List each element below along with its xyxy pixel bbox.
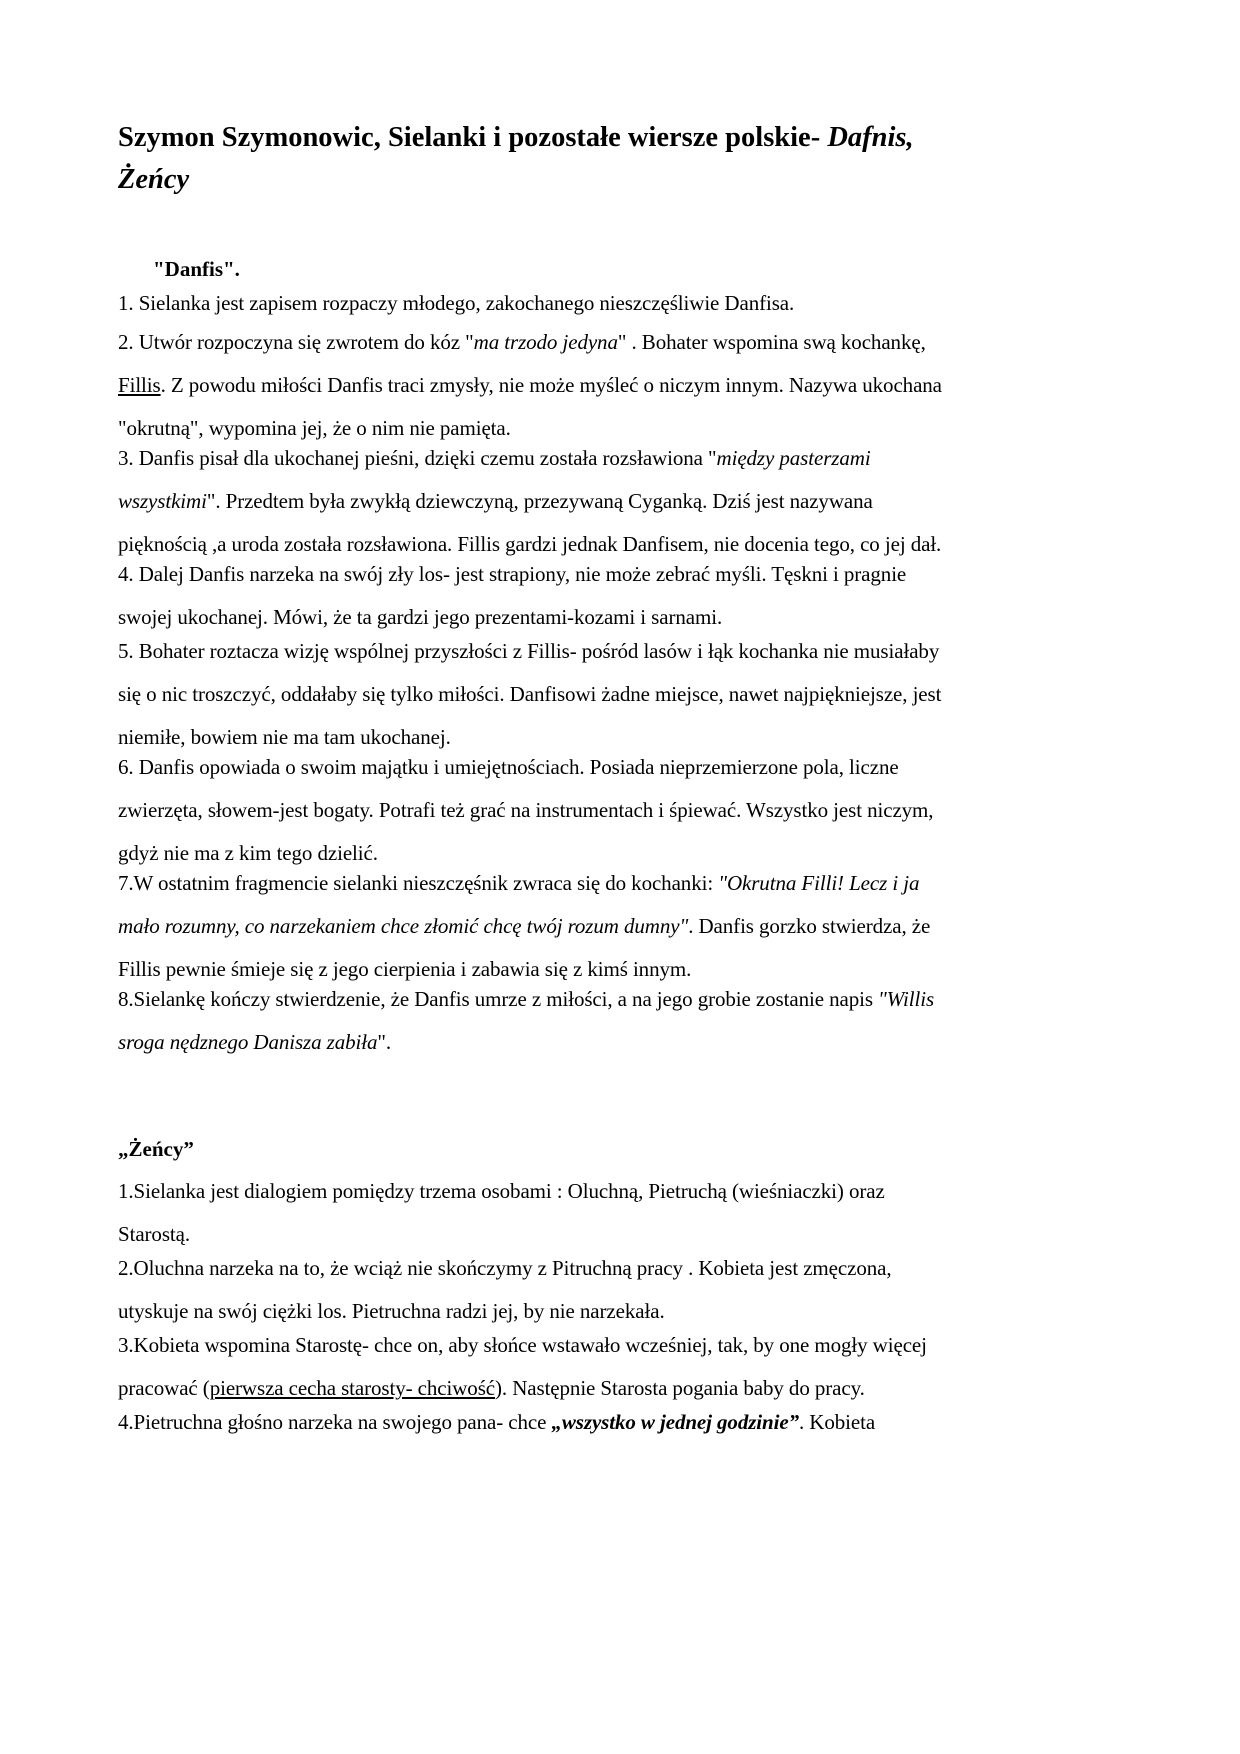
zency-point-1 bbox=[118, 1170, 1123, 1256]
underlined-phrase: pierwsza cecha starosty- chciwość bbox=[209, 1376, 496, 1400]
quote-italic: wszystkimi bbox=[118, 489, 207, 513]
text-line: 1. Sielanka jest zapisem rozpaczy młodego, zakochanego nieszczęśliwie Danfisa. bbox=[118, 291, 795, 315]
danfis-point-8 bbox=[118, 978, 1123, 1064]
text-line: Starostą. bbox=[118, 1222, 191, 1246]
underlined-name: Fillis bbox=[118, 373, 161, 397]
text-run: 7.W ostatnim fragmencie sielanki nieszczęśnik zwraca się do kochanki: bbox=[118, 871, 719, 895]
title-main-text: Szymon Szymonowic, Sielanki i pozostałe wiersze polskie- bbox=[118, 122, 828, 153]
text-line bbox=[118, 1401, 1123, 1444]
quote-italic: sroga nędznego Danisza zabiła bbox=[118, 1030, 378, 1054]
title-italic-text: Dafnis, bbox=[827, 122, 914, 153]
text-line: gdyż nie ma z kim tego dzielić. bbox=[118, 841, 378, 865]
zency-point-4 bbox=[118, 1401, 1123, 1444]
quote-italic: „wszystko w jednej godzinie” bbox=[551, 1410, 799, 1434]
text-line: pięknością ,a uroda została rozsławiona. Fillis gardzi jednak Danfisem, nie docenia tego, co jej dał. bbox=[118, 532, 942, 556]
quote-italic: między pasterzami bbox=[716, 446, 871, 470]
section-heading-danfis: "Danfis". bbox=[153, 257, 240, 281]
text-run: pracować ( bbox=[118, 1376, 210, 1400]
text-line: 4. Dalej Danfis narzeka na swój zły los- jest strapiony, nie może zebrać myśli. Tęskni i pragnie bbox=[118, 562, 907, 586]
text-run: 4.Pietruchna głośno narzeka na swojego pana- chce bbox=[118, 1410, 552, 1434]
text-line: niemiłe, bowiem nie ma tam ukochanej. bbox=[118, 725, 451, 749]
text-line: 6. Danfis opowiada o swoim majątku i umiejętnościach. Posiada nieprzemierzone pola, liczne bbox=[118, 755, 899, 779]
text-line bbox=[118, 1021, 1123, 1064]
text-run: " . Bohater wspomina swą kochankę, bbox=[617, 330, 926, 354]
danfis-point-4 bbox=[118, 553, 1123, 639]
text-run: 8.Sielankę kończy stwierdzenie, że Danfis umrze z miłości, a na jego grobie zostanie napis bbox=[118, 987, 879, 1011]
text-line: 5. Bohater roztacza wizję wspólnej przyszłości z Fillis- pośród lasów i łąk kochanka nie musiałaby bbox=[118, 639, 940, 663]
text-line bbox=[118, 978, 1123, 1021]
danfis-point-7 bbox=[118, 862, 1123, 991]
danfis-point-3 bbox=[118, 437, 1123, 566]
text-line bbox=[118, 862, 1123, 905]
text-run: 3. Danfis pisał dla ukochanej pieśni, dzięki czemu została rozsławiona " bbox=[118, 446, 717, 470]
quote-italic: "Okrutna Filli! Lecz i ja bbox=[718, 871, 920, 895]
danfis-point-6 bbox=[118, 746, 1123, 875]
text-line: 2.Oluchna narzeka na to, że wciąż nie skończymy z Pitruchną pracy . Kobieta jest zmęczona, bbox=[118, 1256, 892, 1280]
text-line: się o nic troszczyć, oddałaby się tylko miłości. Danfisowi żadne miejsce, nawet najpiękniejsze, jest bbox=[118, 682, 942, 706]
text-run: ). Następnie Starosta pogania baby do pracy. bbox=[495, 1376, 865, 1400]
text-line bbox=[118, 437, 1123, 480]
text-run: . Danfis gorzko stwierdza, że bbox=[688, 914, 931, 938]
zency-point-2 bbox=[118, 1247, 1123, 1333]
text-run: ". bbox=[377, 1030, 392, 1054]
text-run: . Kobieta bbox=[798, 1410, 876, 1434]
quote-italic: mało rozumny, co narzekaniem chce złomić chcę twój rozum dumny" bbox=[118, 914, 689, 938]
text-line: utyskuje na swój ciężki los. Pietruchna radzi jej, by nie narzekała. bbox=[118, 1299, 665, 1323]
quote-italic: "Willis bbox=[878, 987, 935, 1011]
document-title bbox=[118, 117, 1118, 201]
text-run: . Z powodu miłości Danfis traci zmysły, nie może myśleć o niczym innym. Nazywa ukochana bbox=[160, 373, 942, 397]
text-line: Fillis pewnie śmieje się z jego cierpienia i zabawia się z kimś innym. bbox=[118, 957, 692, 981]
text-line: "okrutną", wypomina jej, że o nim nie pamięta. bbox=[118, 416, 511, 440]
text-line: swojej ukochanej. Mówi, że ta gardzi jego prezentami-kozami i sarnami. bbox=[118, 605, 723, 629]
title-second-line: Żeńcy bbox=[118, 164, 190, 195]
section-heading-zency: „Żeńcy” bbox=[118, 1137, 194, 1161]
zency-point-3 bbox=[118, 1324, 1123, 1410]
text-line: 1.Sielanka jest dialogiem pomiędzy trzema osobami : Oluchną, Pietruchą (wieśniaczki) oraz bbox=[118, 1179, 885, 1203]
danfis-point-5 bbox=[118, 630, 1123, 759]
text-line: zwierzęta, słowem-jest bogaty. Potrafi też grać na instrumentach i śpiewać. Wszystko jest niczym, bbox=[118, 798, 934, 822]
text-line bbox=[118, 364, 1123, 407]
danfis-point-2 bbox=[118, 321, 1123, 450]
document-page bbox=[118, 0, 1123, 1754]
text-line: 3.Kobieta wspomina Starostę- chce on, aby słońce wstawało wcześniej, tak, by one mogły więcej bbox=[118, 1333, 927, 1357]
text-line bbox=[118, 905, 1123, 948]
text-line bbox=[118, 480, 1123, 523]
danfis-point-1 bbox=[118, 282, 1123, 325]
text-run: ". Przedtem była zwykłą dziewczyną, przezywaną Cyganką. Dziś jest nazywana bbox=[206, 489, 873, 513]
text-line bbox=[118, 321, 1123, 364]
text-run: 2. Utwór rozpoczyna się zwrotem do kóz " bbox=[118, 330, 474, 354]
quote-italic: ma trzodo jedyna bbox=[473, 330, 618, 354]
